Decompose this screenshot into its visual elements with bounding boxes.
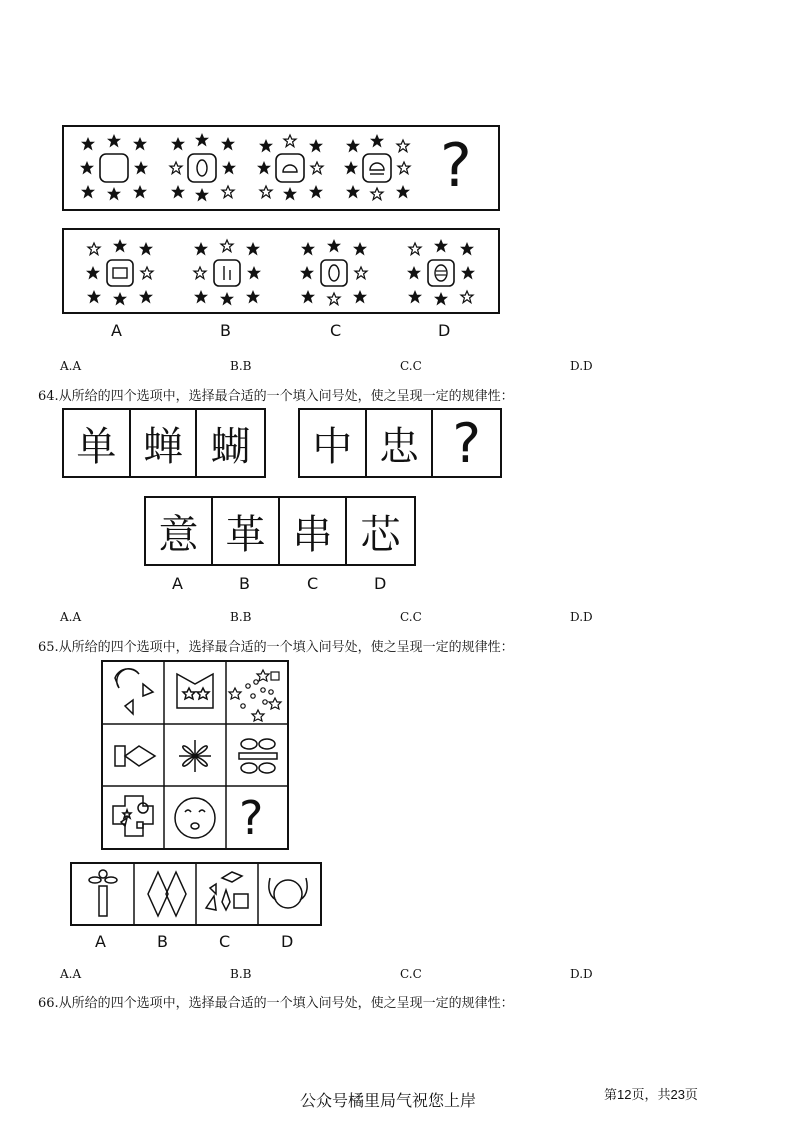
q65-figure-r2c2 <box>179 740 211 772</box>
q64-option-label-d: D <box>374 574 387 593</box>
q63-option-label-c: C <box>330 321 342 340</box>
q64-option-label-b: B <box>239 574 250 593</box>
q65-answer-d[interactable]: D.D <box>570 967 593 981</box>
q65-option-a-figure <box>89 870 117 916</box>
q65-figure-r3c2 <box>175 798 215 838</box>
q65-options <box>70 862 322 926</box>
q64-group2-cell-1: 中 <box>300 410 367 476</box>
q63-question-strip <box>62 125 500 211</box>
q65-question-text: 65.从所给的四个选项中，选择最合适的一个填入问号处，使之呈现一定的规律性： <box>38 640 514 655</box>
q65-option-b-figure <box>148 872 186 916</box>
q63-figure-4 <box>344 134 410 200</box>
q63-answer-d[interactable]: D.D <box>570 359 593 373</box>
q63-option-c-figure <box>300 239 367 305</box>
q64-answer-a[interactable]: A.A <box>60 610 82 624</box>
q65-option-c-figure <box>206 872 248 910</box>
q65-answer-a[interactable]: A.A <box>60 967 82 981</box>
q65-figure-r2c1 <box>115 746 155 766</box>
q65-answer-c[interactable]: C.C <box>400 967 422 981</box>
q64-group2-cell-2: 忠 <box>367 410 434 476</box>
q63-figure-1 <box>80 134 148 201</box>
q64-question-mark: ? <box>452 411 481 475</box>
q65-option-label-b: B <box>157 932 168 951</box>
q65-figure-r1c2 <box>177 674 213 708</box>
q65-answer-b[interactable]: B.B <box>230 967 252 981</box>
q65-figure-r1c3 <box>229 670 281 721</box>
q64-answer-c[interactable]: C.C <box>400 610 422 624</box>
q65-option-label-c: C <box>219 932 231 951</box>
q64-group1-cell-1: 单 <box>64 410 131 476</box>
q64-question-text: 64.从所给的四个选项中，选择最合适的一个填入问号处，使之呈现一定的规律性： <box>38 389 514 404</box>
q63-option-label-b: B <box>220 321 231 340</box>
q65-option-label-a: A <box>95 932 106 951</box>
q63-option-label-a: A <box>111 321 122 340</box>
q63-answer-a[interactable]: A.A <box>60 359 82 373</box>
q63-answer-b[interactable]: B.B <box>230 359 252 373</box>
footer-watermark-text: 公众号橘里局气祝您上岸 <box>300 1091 477 1110</box>
q65-option-d-figure <box>269 878 307 908</box>
q64-option-c: 串 <box>280 498 347 564</box>
q63-figure-3 <box>257 135 323 201</box>
q64-option-a: 意 <box>146 498 213 564</box>
q63-figure-2 <box>170 133 236 202</box>
q65-figure-r1c1 <box>115 669 153 714</box>
q64-group1-cell-3: 蝴 <box>210 423 251 470</box>
q64-option-b: 革 <box>213 498 280 564</box>
q63-option-b-figure <box>194 240 261 306</box>
q65-grid <box>101 660 289 850</box>
q63-options-strip <box>62 228 500 314</box>
q63-option-figures <box>64 230 498 312</box>
q64-group1-cell-2: 蝉 <box>131 410 198 476</box>
q63-option-a-figure <box>86 239 153 306</box>
q65-option-label-d: D <box>281 932 294 951</box>
q63-question-mark: ? <box>440 131 472 201</box>
q65-figure-r2c3 <box>239 739 277 773</box>
q63-question-figures <box>64 127 498 209</box>
page-number: 第12页，共23页 <box>604 1087 698 1102</box>
q65-figure-r3c1 <box>113 796 153 836</box>
q64-group-1 <box>62 408 266 478</box>
q64-options <box>144 496 416 566</box>
q64-option-label-c: C <box>307 574 319 593</box>
q63-answer-c[interactable]: C.C <box>400 359 422 373</box>
q63-option-label-d: D <box>438 321 451 340</box>
q64-group-2 <box>298 408 502 478</box>
q64-option-d: 芯 <box>360 511 401 558</box>
q66-question-text: 66.从所给的四个选项中，选择最合适的一个填入问号处，使之呈现一定的规律性： <box>38 996 514 1011</box>
q65-question-mark: ? <box>239 791 264 845</box>
q65-option-figures <box>72 864 320 924</box>
q64-option-label-a: A <box>172 574 183 593</box>
q64-answer-d[interactable]: D.D <box>570 610 593 624</box>
q63-option-d-figure <box>407 239 475 306</box>
q64-answer-b[interactable]: B.B <box>230 610 252 624</box>
